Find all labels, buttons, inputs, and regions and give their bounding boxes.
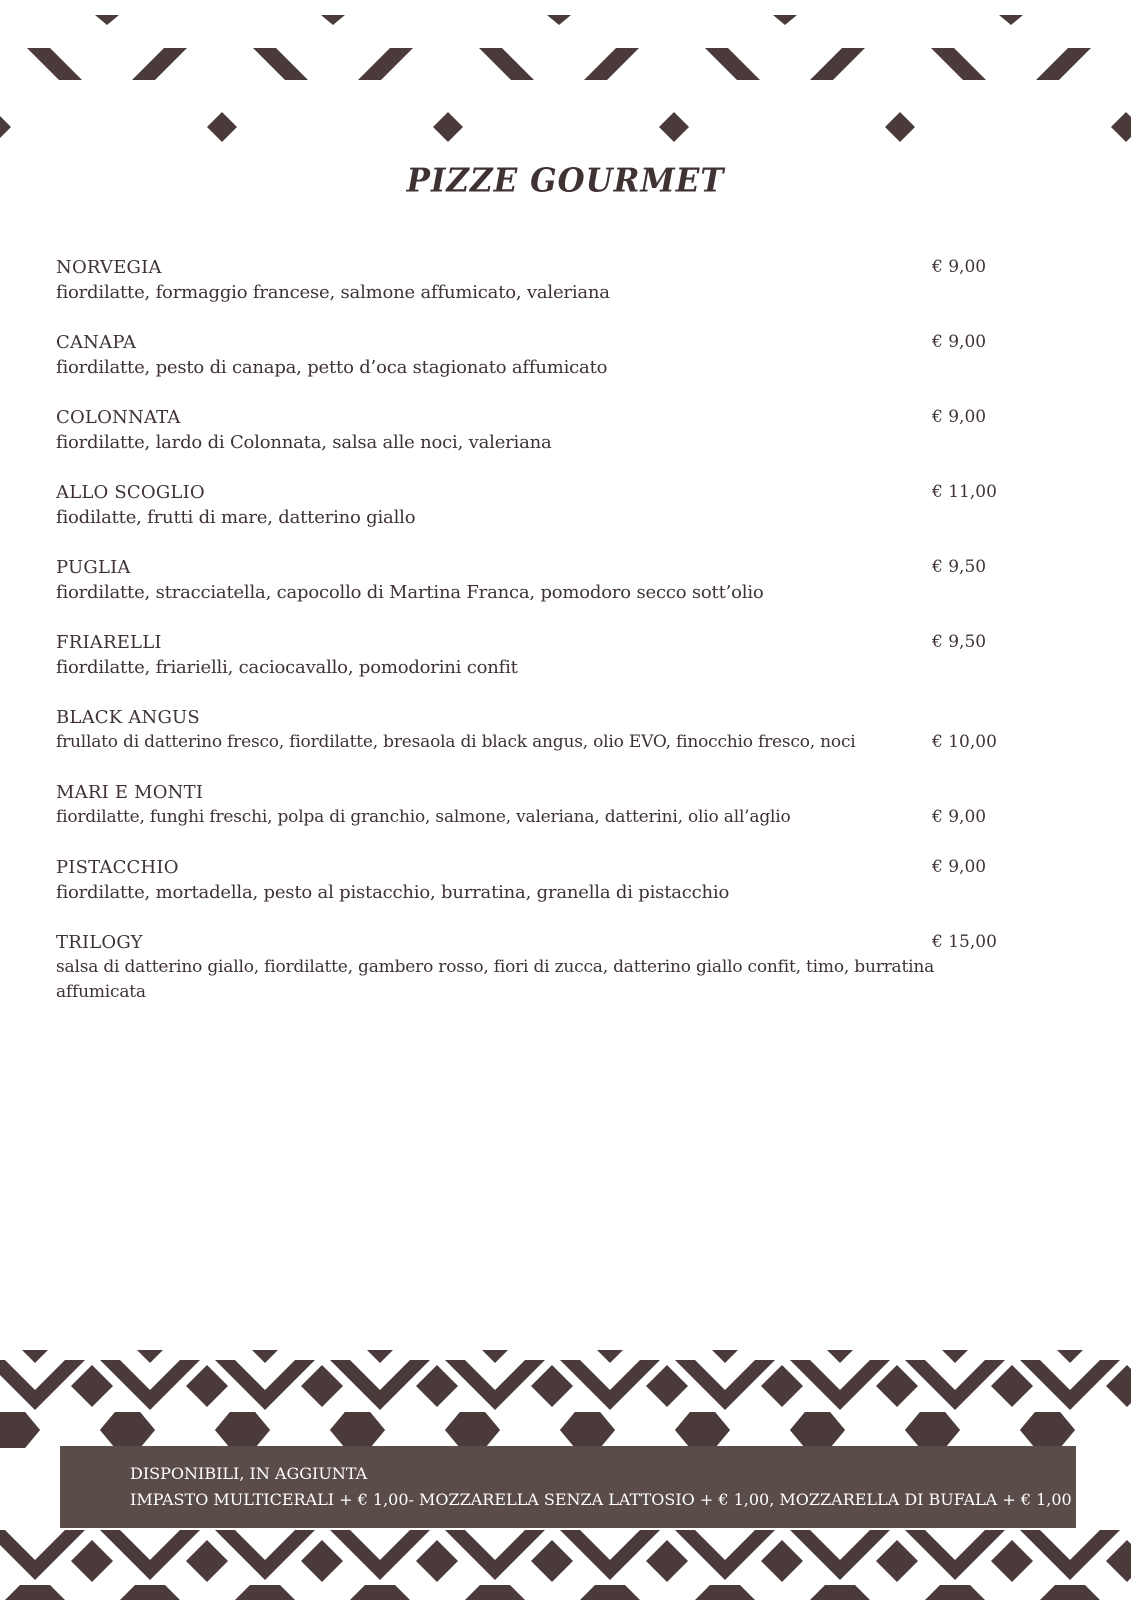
item-price: € 11,00: [932, 482, 997, 502]
item-description: fiordilatte, stracciatella, capocollo di Martina Franca, pomodoro secco sott’olio: [56, 582, 764, 603]
item-name: COLONNATA: [56, 407, 181, 428]
item-description: fiordilatte, formaggio francese, salmone affumicato, valeriana: [56, 282, 610, 303]
item-name: PUGLIA: [56, 557, 131, 578]
page-title: PIZZE GOURMET: [406, 162, 725, 200]
item-description: salsa di datterino giallo, fiordilatte, gambero rosso, fiori di zucca, datterino giallo confit, timo, burratina affumicata: [56, 957, 935, 1002]
item-price: € 15,00: [932, 932, 997, 952]
menu-item-mari-e-monti: [56, 780, 1006, 830]
menu-item-trilogy: [56, 930, 1006, 1005]
item-name: PISTACCHIO: [56, 857, 179, 878]
item-name: FRIARELLI: [56, 632, 162, 653]
item-price: € 9,00: [932, 807, 987, 827]
menu-list: [56, 255, 1006, 1030]
item-name: ALLO SCOGLIO: [56, 482, 205, 503]
menu-item-puglia: [56, 555, 1006, 605]
menu-item-black-angus: [56, 705, 1006, 755]
extras-box: [60, 1446, 1076, 1528]
item-description: fiordilatte, pesto di canapa, petto d’oca stagionato affumicato: [56, 357, 608, 378]
menu-item-pistacchio: [56, 855, 1006, 905]
item-description: frullato di datterino fresco, fiordilatte, bresaola di black angus, olio EVO, finocchio fresco, noci: [56, 732, 856, 752]
item-description: fiordilatte, mortadella, pesto al pistacchio, burratina, granella di pistacchio: [56, 882, 730, 903]
item-name: NORVEGIA: [56, 257, 162, 278]
menu-item-allo-scoglio: [56, 480, 1006, 530]
item-name: TRILOGY: [56, 932, 143, 953]
menu-item-canapa: [56, 330, 1006, 380]
menu-item-norvegia: [56, 255, 1006, 305]
menu-item-colonnata: [56, 405, 1006, 455]
extras-heading: DISPONIBILI, IN AGGIUNTA: [130, 1464, 368, 1483]
item-name: BLACK ANGUS: [56, 707, 200, 728]
item-price: € 9,00: [932, 407, 987, 427]
item-name: CANAPA: [56, 332, 137, 353]
item-description: fiordilatte, funghi freschi, polpa di granchio, salmone, valeriana, datterini, olio all’aglio: [56, 807, 791, 827]
menu-item-friarelli: [56, 630, 1006, 680]
item-description: fiodilatte, frutti di mare, datterino giallo: [56, 507, 416, 528]
item-price: € 9,00: [932, 857, 987, 877]
item-price: € 9,00: [932, 332, 987, 352]
item-description: fiordilatte, lardo di Colonnata, salsa alle noci, valeriana: [56, 432, 552, 453]
item-price: € 10,00: [932, 732, 997, 752]
item-name: MARI E MONTI: [56, 782, 204, 803]
item-price: € 9,00: [932, 257, 987, 277]
top-decorative-pattern: [0, 0, 1131, 160]
item-price: € 9,50: [932, 632, 987, 652]
item-description: fiordilatte, friarielli, caciocavallo, pomodorini confit: [56, 657, 518, 678]
item-price: € 9,50: [932, 557, 987, 577]
extras-list: IMPASTO MULTICERALI + € 1,00- MOZZARELLA SENZA LATTOSIO + € 1,00, MOZZARELLA DI BUFALA + € 1,00: [130, 1490, 1072, 1509]
